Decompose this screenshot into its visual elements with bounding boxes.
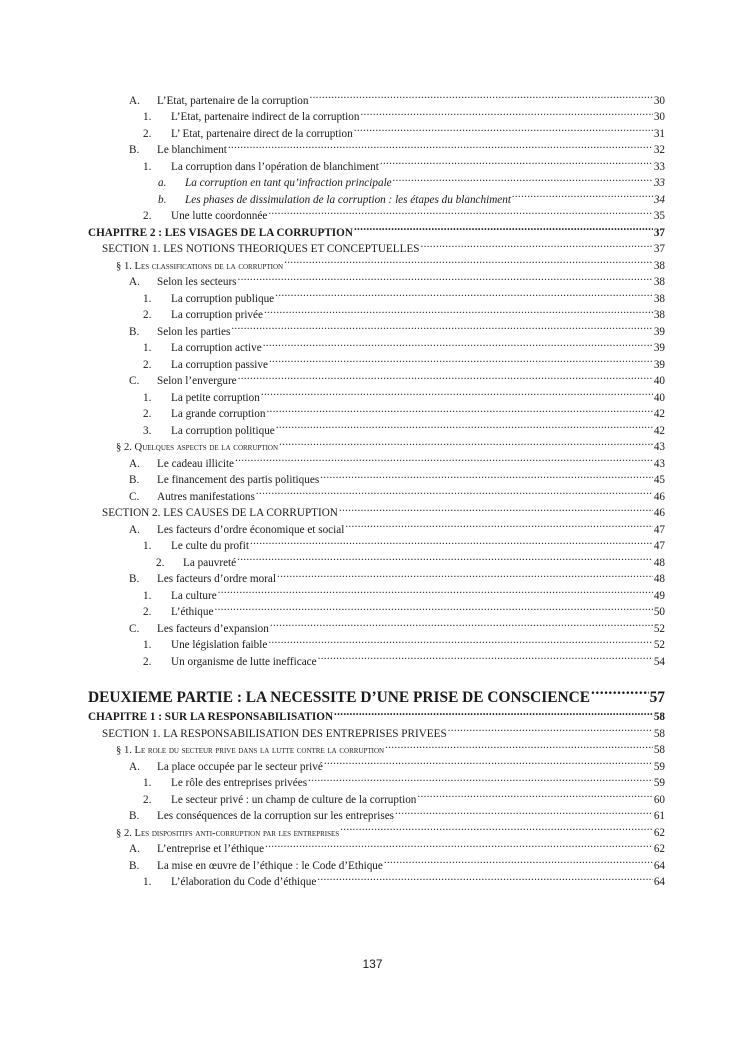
toc-entry-page: 57 <box>649 688 665 706</box>
toc-entry-page: 43 <box>653 441 665 453</box>
toc-entry-title: CHAPITRE 2 : LES VISAGES DE LA CORRUPTION <box>88 226 353 239</box>
toc-entry-page: 60 <box>653 793 665 806</box>
toc-dot-leader <box>320 467 653 484</box>
toc-dot-leader <box>279 434 653 451</box>
toc-entry-number: 1. <box>143 777 152 789</box>
toc-entry-title: La corruption en tant qu’infraction principale <box>185 177 392 189</box>
toc-entry-page: 58 <box>653 744 665 756</box>
toc-entry-page: 34 <box>653 193 665 206</box>
toc-entry-title: L’Etat, partenaire indirect de la corruption <box>171 111 360 123</box>
toc-entry-page: 62 <box>653 826 665 839</box>
toc-dot-leader <box>308 770 653 787</box>
toc-dot-leader <box>228 137 653 154</box>
toc-entry-number: 1. <box>143 540 152 552</box>
toc-entry-number: 2. <box>143 358 152 371</box>
toc-entry-title: Un organisme de lutte inefficace <box>171 655 317 668</box>
toc-entry-title: La mise en œuvre de l’éthique : le Code d’Ethique <box>157 859 383 872</box>
toc-dot-leader <box>284 252 653 269</box>
toc-entry-number: B. <box>129 810 140 822</box>
toc-entry-title: La corruption publique <box>171 292 275 305</box>
toc-entry-title: La pauvreté <box>183 556 237 569</box>
toc-entry-title: Les conséquences de la corruption sur les entreprises <box>157 810 395 822</box>
toc-dot-leader <box>318 648 653 665</box>
toc-entry-number: B. <box>129 325 140 338</box>
toc-entry-page: 47 <box>653 523 665 536</box>
toc-dot-leader <box>354 120 653 137</box>
toc-entry-page: 40 <box>653 391 665 404</box>
toc-entry-number: 1. <box>143 876 152 888</box>
toc-entry-number: B. <box>129 573 140 585</box>
toc-entry-number: B. <box>129 474 140 486</box>
toc-entry-page: 52 <box>653 639 665 651</box>
toc-entry-number: a. <box>158 177 167 189</box>
toc-entry-title: Le cadeau illicite <box>157 457 235 470</box>
toc-entry-title: Le secteur privé : un champ de culture de la corruption <box>171 793 417 806</box>
toc-dot-leader <box>275 285 653 302</box>
toc-entry-page: 38 <box>653 276 665 288</box>
toc-entry-title: § 1. Le role du secteur prive dans la lutte contre la corruption <box>116 745 385 756</box>
toc-dot-leader <box>354 219 653 236</box>
toc-entry-number: A. <box>129 94 140 107</box>
toc-entry-title: Les facteurs d’expansion <box>157 622 269 635</box>
table-of-contents <box>88 87 665 888</box>
toc-entry-page: 50 <box>653 606 665 618</box>
toc-dot-leader <box>512 186 653 203</box>
toc-entry-number: 1. <box>143 391 152 404</box>
toc-entry-title: Selon les parties <box>157 325 231 338</box>
toc-entry-page: 45 <box>653 474 665 486</box>
toc-entry-title: La corruption politique <box>171 424 275 437</box>
toc-dot-leader <box>250 533 653 550</box>
toc-dot-leader <box>395 803 653 820</box>
toc-entry-page: 54 <box>653 655 665 668</box>
toc-dot-leader <box>264 302 653 319</box>
toc-dot-leader <box>340 819 653 836</box>
toc-entry-title: SECTION 2. LES CAUSES DE LA CORRUPTION <box>102 507 338 519</box>
toc-entry[interactable] <box>88 87 665 107</box>
toc-entry-number: C. <box>129 490 140 503</box>
toc-entry-page: 33 <box>653 160 665 173</box>
toc-entry-page: 30 <box>653 94 665 107</box>
toc-entry-page: 46 <box>653 490 665 503</box>
toc-dot-leader <box>380 153 653 170</box>
toc-dot-leader <box>238 269 653 286</box>
toc-entry-number: 1. <box>143 639 152 651</box>
toc-entry-page: 31 <box>653 127 665 140</box>
toc-entry-title: La corruption active <box>171 342 262 354</box>
toc-entry-number: A. <box>129 760 140 773</box>
toc-dot-leader <box>384 852 653 869</box>
toc-dot-leader <box>263 335 653 352</box>
toc-entry-page: 35 <box>653 210 665 222</box>
toc-entry-page: 59 <box>653 760 665 773</box>
toc-entry-title: SECTION 1. LES NOTIONS THEORIQUES ET CONCEPTUELLES <box>102 243 420 255</box>
toc-entry-page: 43 <box>653 457 665 470</box>
toc-entry-title: La corruption passive <box>171 358 268 371</box>
toc-entry-title: L’éthique <box>171 606 214 618</box>
toc-entry-page: 33 <box>653 177 665 189</box>
toc-dot-leader <box>256 483 653 500</box>
toc-entry-page: 32 <box>653 144 665 156</box>
toc-entry-number: 2. <box>143 127 152 140</box>
toc-entry-page: 38 <box>653 259 665 272</box>
toc-entry-page: 48 <box>653 556 665 569</box>
toc-dot-leader <box>268 203 653 220</box>
toc-dot-leader <box>345 516 653 533</box>
toc-entry-number: A. <box>129 276 140 288</box>
toc-dot-leader <box>360 104 652 121</box>
toc-dot-leader <box>277 566 653 583</box>
toc-entry-title: Le blanchiment <box>157 144 227 156</box>
toc-dot-leader <box>393 170 653 187</box>
toc-entry-title: La corruption dans l’opération de blanchiment <box>171 160 379 173</box>
toc-entry-number: A. <box>129 523 140 536</box>
toc-entry-title: § 1. Les classifications de la corruption <box>116 260 284 272</box>
toc-entry-title: Autres manifestations <box>157 490 255 503</box>
toc-entry-page: 48 <box>653 573 665 585</box>
toc-entry-page: 64 <box>653 876 665 888</box>
toc-entry-title: Le financement des partis politiques <box>157 474 320 486</box>
toc-entry-page: 38 <box>653 309 665 321</box>
toc-entry-title: § 2. Les dispositifs anti-corruption par les entreprises <box>116 827 340 839</box>
toc-entry-number: C. <box>129 622 140 635</box>
toc-entry-number: 1. <box>143 589 152 602</box>
toc-entry-number: A. <box>129 457 140 470</box>
toc-entry-page: 58 <box>653 711 665 723</box>
toc-entry-title: Une lutte coordonnée <box>171 210 268 222</box>
toc-entry-page: 42 <box>653 424 665 437</box>
toc-dot-leader <box>309 87 652 104</box>
toc-entry[interactable] <box>88 678 665 706</box>
toc-entry-title: La petite corruption <box>171 391 260 404</box>
toc-entry-title: La corruption privée <box>171 309 263 321</box>
toc-entry-page: 47 <box>653 540 665 552</box>
toc-dot-leader <box>334 704 653 721</box>
toc-entry-page: 58 <box>653 727 665 740</box>
toc-entry-title: Les facteurs d’ordre économique et social <box>157 523 345 536</box>
toc-entry-title: DEUXIEME PARTIE : LA NECESSITE D’UNE PRISE DE CONSCIENCE <box>88 688 591 706</box>
toc-entry-title: La place occupée par le secteur privé <box>157 760 323 773</box>
toc-dot-leader <box>276 417 653 434</box>
toc-dot-leader <box>266 401 652 418</box>
toc-entry-title: Selon l’envergure <box>157 375 237 387</box>
toc-entry-number: 2. <box>156 556 165 569</box>
toc-dot-leader <box>591 678 649 702</box>
toc-dot-leader <box>317 869 653 886</box>
toc-dot-leader <box>268 632 653 649</box>
toc-entry-title: Selon les secteurs <box>157 276 237 288</box>
page-number: 137 <box>362 957 383 971</box>
toc-entry-page: 37 <box>653 226 665 239</box>
toc-entry-number: 3. <box>143 424 152 437</box>
toc-entry-title: § 2. Quelques aspects de la corruption <box>116 442 279 453</box>
toc-entry-number: 1. <box>143 111 152 123</box>
toc-entry-number: 2. <box>143 655 152 668</box>
toc-entry-page: 39 <box>653 325 665 338</box>
toc-entry-page: 39 <box>653 358 665 371</box>
toc-entry-number: B. <box>129 859 140 872</box>
toc-entry-page: 49 <box>653 589 665 602</box>
toc-entry-title: L’ Etat, partenaire direct de la corruption <box>171 127 353 140</box>
toc-dot-leader <box>269 351 653 368</box>
toc-dot-leader <box>448 720 653 737</box>
toc-dot-leader <box>385 737 653 754</box>
toc-entry-title: L’élaboration du Code d’éthique <box>171 876 317 888</box>
toc-entry-page: 46 <box>653 507 665 519</box>
toc-entry-page: 38 <box>653 292 665 305</box>
toc-entry-number: 1. <box>143 160 152 173</box>
toc-entry-title: L’Etat, partenaire de la corruption <box>157 94 309 107</box>
toc-entry-number: 2. <box>143 606 152 618</box>
toc-entry-number: 2. <box>143 408 152 420</box>
toc-entry-page: 62 <box>653 843 665 855</box>
toc-dot-leader <box>324 753 653 770</box>
toc-entry-title: CHAPITRE 1 : SUR LA RESPONSABILISATION <box>88 711 334 723</box>
toc-entry-page: 39 <box>653 342 665 354</box>
toc-entry-number: 2. <box>143 210 152 222</box>
toc-dot-leader <box>421 236 653 253</box>
toc-dot-leader <box>270 615 653 632</box>
toc-dot-leader <box>339 500 653 517</box>
toc-entry-number: A. <box>129 843 140 855</box>
toc-dot-leader <box>265 836 653 853</box>
toc-entry-title: Le rôle des entreprises privées <box>171 777 308 789</box>
toc-dot-leader <box>237 549 653 566</box>
toc-dot-leader <box>231 318 652 335</box>
toc-entry-page: 37 <box>653 243 665 255</box>
toc-entry-number: 1. <box>143 342 152 354</box>
toc-entry-number: C. <box>129 375 140 387</box>
toc-entry-page: 40 <box>653 375 665 387</box>
toc-entry-title: Les phases de dissimulation de la corruption : les étapes du blanchiment <box>185 193 511 206</box>
toc-entry-number: 2. <box>143 309 152 321</box>
toc-entry-title: Les facteurs d’ordre moral <box>157 573 276 585</box>
toc-entry-title: SECTION 1. LA RESPONSABILISATION DES ENTREPRISES PRIVEES <box>102 727 447 740</box>
toc-entry-title: La culture <box>171 589 217 602</box>
toc-dot-leader <box>417 786 652 803</box>
toc-entry-page: 42 <box>653 408 665 420</box>
toc-entry-number: B. <box>129 144 140 156</box>
toc-entry-title: Le culte du profit <box>171 540 249 552</box>
toc-entry-page: 59 <box>653 777 665 789</box>
toc-entry-number: 1. <box>143 292 152 305</box>
toc-entry-page: 64 <box>653 859 665 872</box>
toc-entry-page: 52 <box>653 622 665 635</box>
toc-dot-leader <box>218 582 653 599</box>
toc-dot-leader <box>238 368 653 385</box>
toc-entry-title: La grande corruption <box>171 408 266 420</box>
toc-dot-leader <box>261 384 653 401</box>
toc-entry-page: 30 <box>653 111 665 123</box>
toc-entry-page: 61 <box>653 810 665 822</box>
toc-entry-number: b. <box>158 193 167 206</box>
toc-dot-leader <box>235 450 653 467</box>
toc-entry-number: 2. <box>143 793 152 806</box>
toc-entry-title: L’entreprise et l’éthique <box>157 843 265 855</box>
toc-entry-title: Une législation faible <box>171 639 268 651</box>
toc-dot-leader <box>214 599 652 616</box>
